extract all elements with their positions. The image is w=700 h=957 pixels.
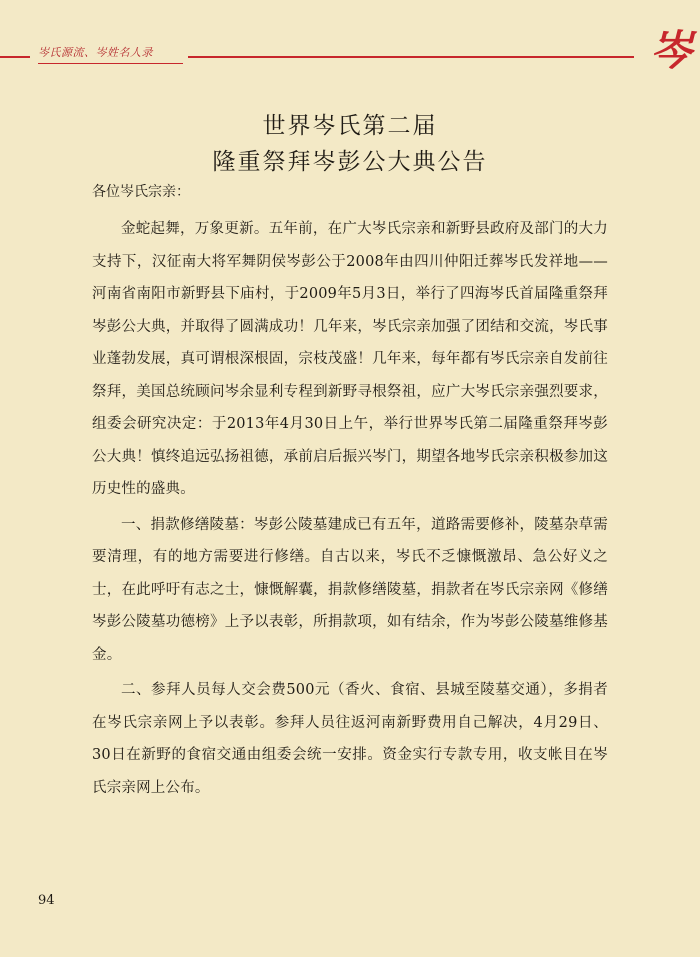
paragraph-donation: 一、捐款修缮陵墓：岑彭公陵墓建成已有五年，道路需要修补，陵墓杂草需要清理，有的地方需要进行修缮。自古以来，岑氏不乏慷慨激昂、急公好义之士，在此呼吁有志之士，慷慨解囊，捐款修缮陵墓，捐款者在岑氏宗亲网《修缮岑彭公陵墓功德榜》上予以表彰，所捐款项，如有结余，作为岑彭公陵墓维修基金。 (92, 516, 608, 663)
paragraph-intro: 金蛇起舞，万象更新。五年前，在广大岑氏宗亲和新野县政府及部门的大力支持下，汉征南大将军舞阴侯岑彭公于2008年由四川仲阳迁葬岑氏发祥地——河南省南阳市新野县下庙村，于2009年5月3日，举行了四海岑氏首届隆重祭拜岑彭公大典，并取得了圆满成功！几年来，岑氏宗亲加强了团结和交流，岑氏事业蓬勃发展，真可谓根深根固，宗枝茂盛！几年来，每年都有岑氏宗亲自发前往祭拜，美国总统顾问岑余显利专程到新野寻根祭祖，应广大岑氏宗亲强烈要求，组委会研究决定：于2013年4月30日上午，举行世界岑氏第二届隆重祭拜岑彭公大典！慎终追远弘扬祖德，承前启后振兴岑门，期望各地岑氏宗亲积极参加这历史性的盛典。 (92, 221, 608, 497)
page-number: 94 (38, 893, 55, 908)
salutation: 各位岑氏宗亲： (92, 184, 190, 200)
header-rule-left (0, 56, 30, 58)
notice-body (92, 213, 608, 806)
header-tagline: 岑氏源流、岑姓名人录 (38, 46, 153, 59)
title-line-1: 世界岑氏第二届 (262, 113, 438, 139)
header-underline (38, 63, 183, 64)
title-line-2: 隆重祭拜岑彭公大典公告 (212, 149, 488, 175)
paragraph-fee: 二、参拜人员每人交会费500元（香火、食宿、县城至陵墓交通），多捐者在岑氏宗亲网上予以表彰。参拜人员往返河南新野费用自己解决，4月29日、30日在新野的食宿交通由组委会统一安排。资金实行专款专用，收支帐目在岑氏宗亲网上公布。 (92, 682, 608, 796)
header-rule (188, 56, 634, 58)
header-mark: 岑 (649, 26, 692, 75)
